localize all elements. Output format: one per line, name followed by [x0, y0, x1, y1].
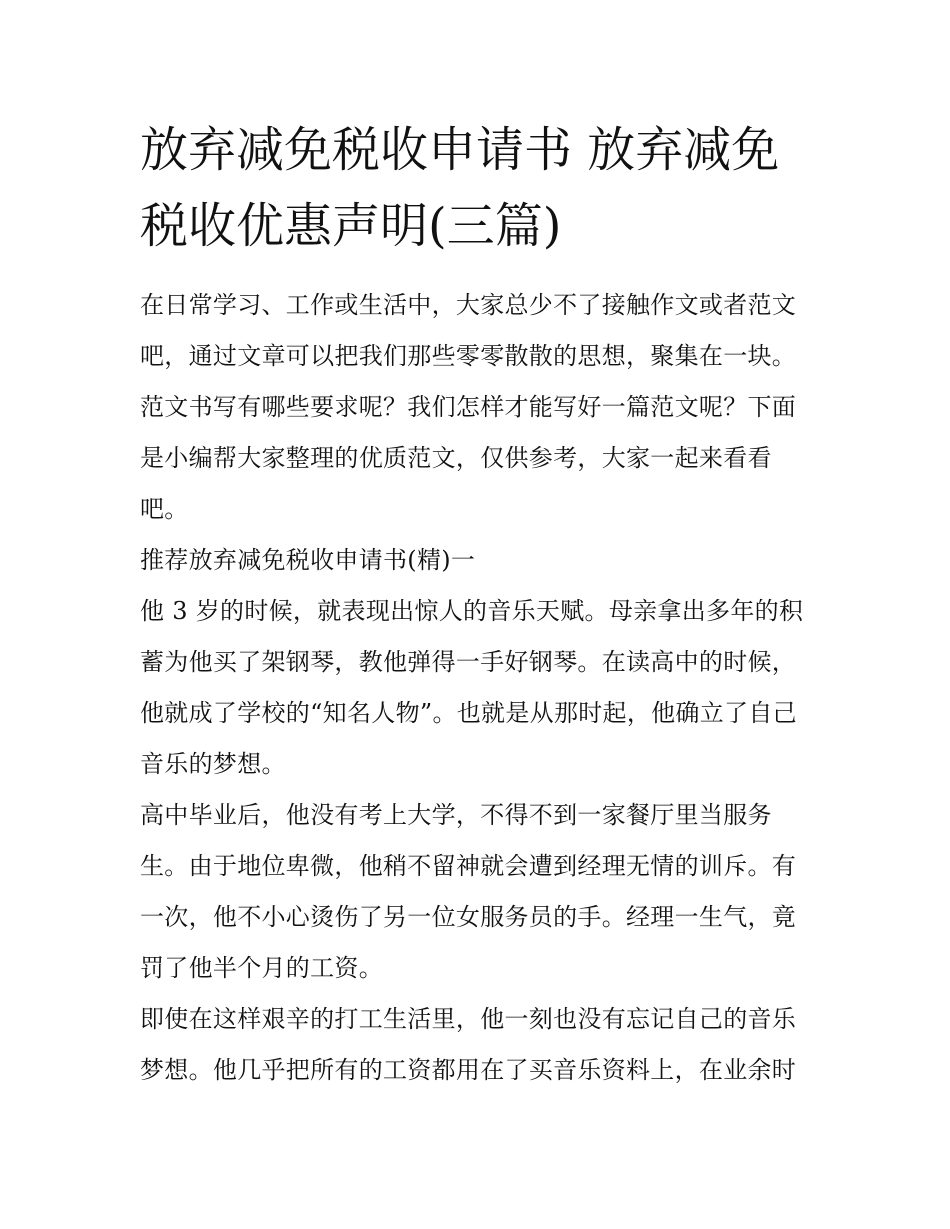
body-paragraph: 高中毕业后，他没有考上大学，不得不到一家餐厅里当服务生。由于地位卑微，他稍不留神就会遭到经理无情的训斥。有一次，他不小心烫伤了另一位女服务员的手。经理一生气，竟罚了他半个月的工资。: [140, 801, 797, 982]
document-page: [140, 112, 812, 1096]
document-title: 放弃减免税收申请书 放弃减免税收优惠声明(三篇): [140, 122, 780, 254]
body-paragraph: 即使在这样艰辛的打工生活里，他一刻也没有忘记自己的音乐梦想。他几乎把所有的工资都用在了买音乐资料上，在业余时: [140, 1005, 797, 1084]
intro-paragraph: 在日常学习、工作或生活中，大家总少不了接触作文或者范文吧，通过文章可以把我们那些零零散散的思想，聚集在一块。范文书写有哪些要求呢？我们怎样才能写好一篇范文呢？下面是小编帮大家整理的优质范文，仅供参考，大家一起来看看吧。: [140, 291, 797, 523]
body-paragraph: 他 3 岁的时候，就表现出惊人的音乐天赋。母亲拿出多年的积蓄为他买了架钢琴，教他弹得一手好钢琴。在读高中的时候，他就成了学校的“知名人物”。也就是从那时起，他确立了自己音乐的梦想。: [140, 597, 804, 778]
section-heading: 推荐放弃减免税收申请书(精)一: [140, 546, 476, 574]
